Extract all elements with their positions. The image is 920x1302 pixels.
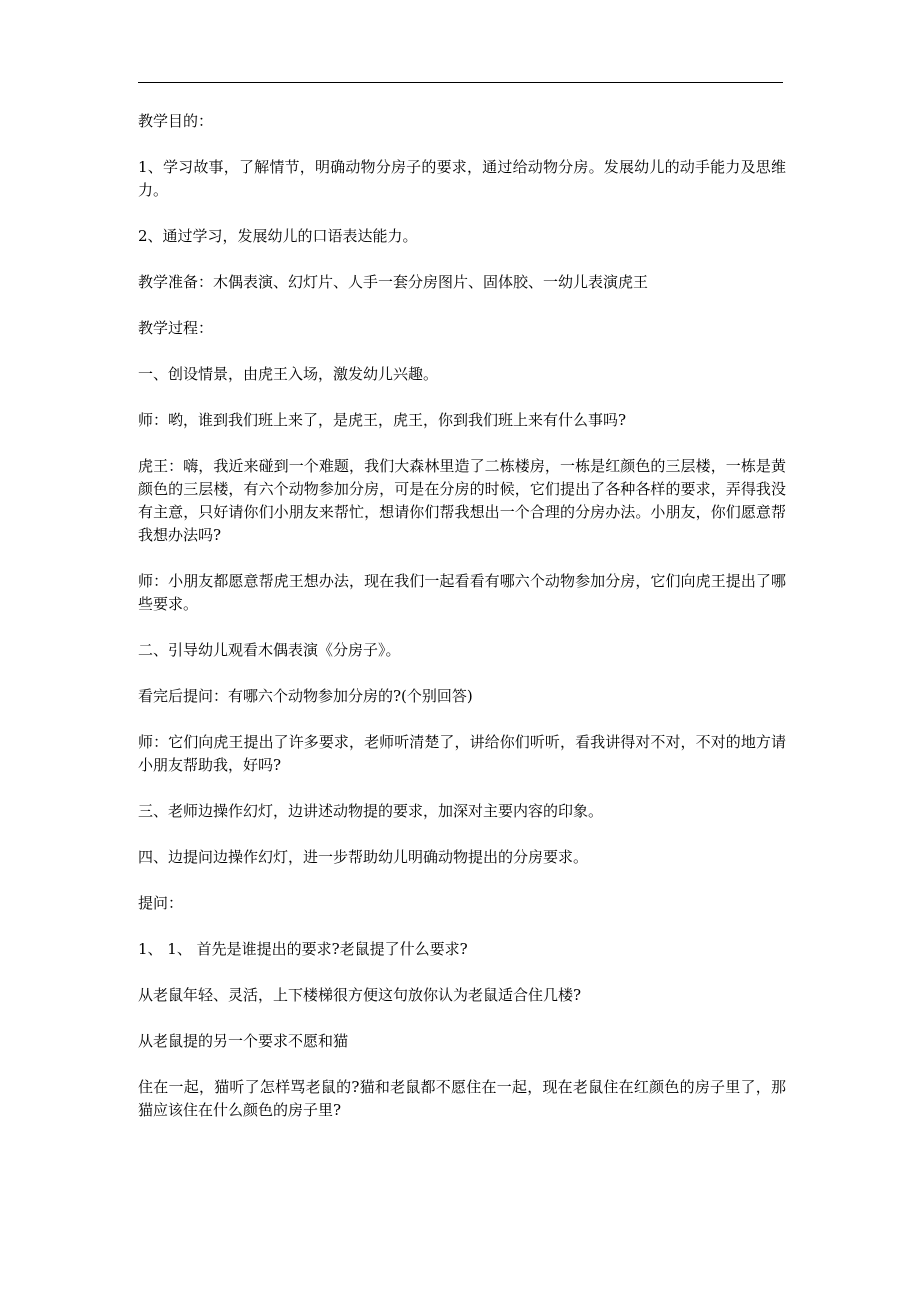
paragraph-step-3: 三、老师边操作幻灯，边讲述动物提的要求，加深对主要内容的印象。	[138, 802, 604, 820]
paragraph-teacher-line-3: 师：它们向虎王提出了许多要求，老师听清楚了，讲给你们听听，看我讲得对不对，不对的地方请小朋友帮助我，好吗?	[138, 733, 786, 774]
paragraph-step-2: 二、引导幼儿观看木偶表演《分房子》。	[138, 641, 401, 659]
paragraph-mouse-cat: 从老鼠提的另一个要求不愿和猫	[138, 1032, 349, 1050]
paragraph-process-heading: 教学过程：	[138, 319, 214, 337]
paragraph-tiger-king-line: 虎王：嗨，我近来碰到一个难题，我们大森林里造了二栋楼房，一栋是红颜色的三层楼，一栋是黄颜色的三层楼，有六个动物参加分房，可是在分房的时候，它们提出了各种各样的要求，弄得我没有主意，只好请你们小朋友来帮忙，想请你们帮我想出一个合理的分房办法。小朋友，你们愿意帮我想办法吗?	[138, 457, 786, 544]
header-rule	[138, 82, 783, 83]
paragraph-mouse-floor: 从老鼠年轻、灵活，上下楼梯很方便这句放你认为老鼠适合住几楼?	[138, 986, 582, 1004]
paragraph-objective-1: 1、学习故事，了解情节，明确动物分房子的要求，通过给动物分房。发展幼儿的动手能力及思维力。	[138, 158, 786, 199]
paragraph-step-4: 四、边提问边操作幻灯，进一步帮助幼儿明确动物提出的分房要求。	[138, 848, 589, 866]
document-body	[138, 110, 786, 1145]
paragraph-objective-2: 2、通过学习，发展幼儿的口语表达能力。	[138, 227, 418, 245]
paragraph-step-1: 一、创设情景，由虎王入场，激发幼儿兴趣。	[138, 365, 439, 383]
paragraph-cat-house: 住在一起，猫听了怎样骂老鼠的?猫和老鼠都不愿住在一起，现在老鼠住在红颜色的房子里了，那猫应该住在什么颜色的房子里?	[138, 1078, 786, 1119]
paragraph-questions-heading: 提问：	[138, 894, 184, 912]
paragraph-preparation: 教学准备：木偶表演、幻灯片、人手一套分房图片、固体胶、一幼儿表演虎王	[138, 273, 649, 291]
paragraph-objectives-heading: 教学目的：	[138, 112, 214, 130]
paragraph-after-watching: 看完后提问：有哪六个动物参加分房的?(个别回答)	[138, 687, 473, 705]
paragraph-teacher-line-2: 师：小朋友都愿意帮虎王想办法，现在我们一起看看有哪六个动物参加分房，它们向虎王提出了哪些要求。	[138, 572, 786, 613]
paragraph-question-1: 1、 1、 首先是谁提出的要求?老鼠提了什么要求?	[138, 940, 468, 958]
paragraph-teacher-line-1: 师：哟，谁到我们班上来了，是虎王，虎王，你到我们班上来有什么事吗?	[138, 411, 627, 429]
